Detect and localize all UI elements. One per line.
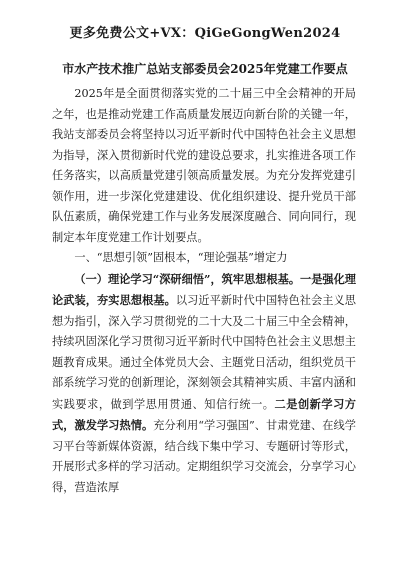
intro-paragraph: 2025年是全面贯彻落实党的二十届三中全会精神的开局之年，也是推动党建工作高质量发展迈向新台阶的关键一年，我站支部委员会将坚持以习近平新时代中国特色社会主义思想为指导，深入贯彻新时代党的建设总要求，扎实推进各项工作任务落实，以高质量党建引领高质量发展。为充分发挥党建引领作用，进一步深化党建建设、优化组织建设、提升党员干部队伍素质，确保党建工作与业务发展深度融合、同向同行，现制定本年度党建工作计划要点。	[52, 87, 356, 244]
document-title: 市水产技术推广总站支部委员会2025年党建工作要点	[62, 62, 348, 76]
subsection-1-paragraph	[52, 269, 356, 499]
subsection-1-text: 以习近平新时代中国特色社会主义思想为指引，深入学习贯彻党的二十大及二十届三中全会精神，持续巩固深化学习贯彻习近平新时代中国特色社会主义思想主题教育成果。通过全体党员大会、主题党日活动，组织党员干部系统学习党的创新理论，深刻领会其精神实质、丰富内涵和实践要求，做到学思用贯通、知信行统一。	[52, 294, 356, 411]
subsection-1-point-2: 二是创新学习方式，激发学习热情。	[52, 396, 356, 432]
page-header: 更多免费公文+VX：QiGeGongWen2024	[69, 26, 341, 41]
subsection-1-lead: （一）理论学习“深研细悟”，筑牢思想根基。一是强化理论武装，夯实思想根基。	[52, 271, 356, 307]
section-1-heading: 一、“思想引领”固根本，“理论强基”增定力	[74, 251, 288, 264]
subsection-1-text-2: 充分利用“学习强国”、甘肃党建、在线学习平台等新媒体资源，结合线下集中学习、专题研讨等形式，开展形式多样的学习活动。定期组织学习交流会，分享学习心得，营造浓厚	[52, 419, 356, 494]
document-body	[52, 84, 356, 498]
